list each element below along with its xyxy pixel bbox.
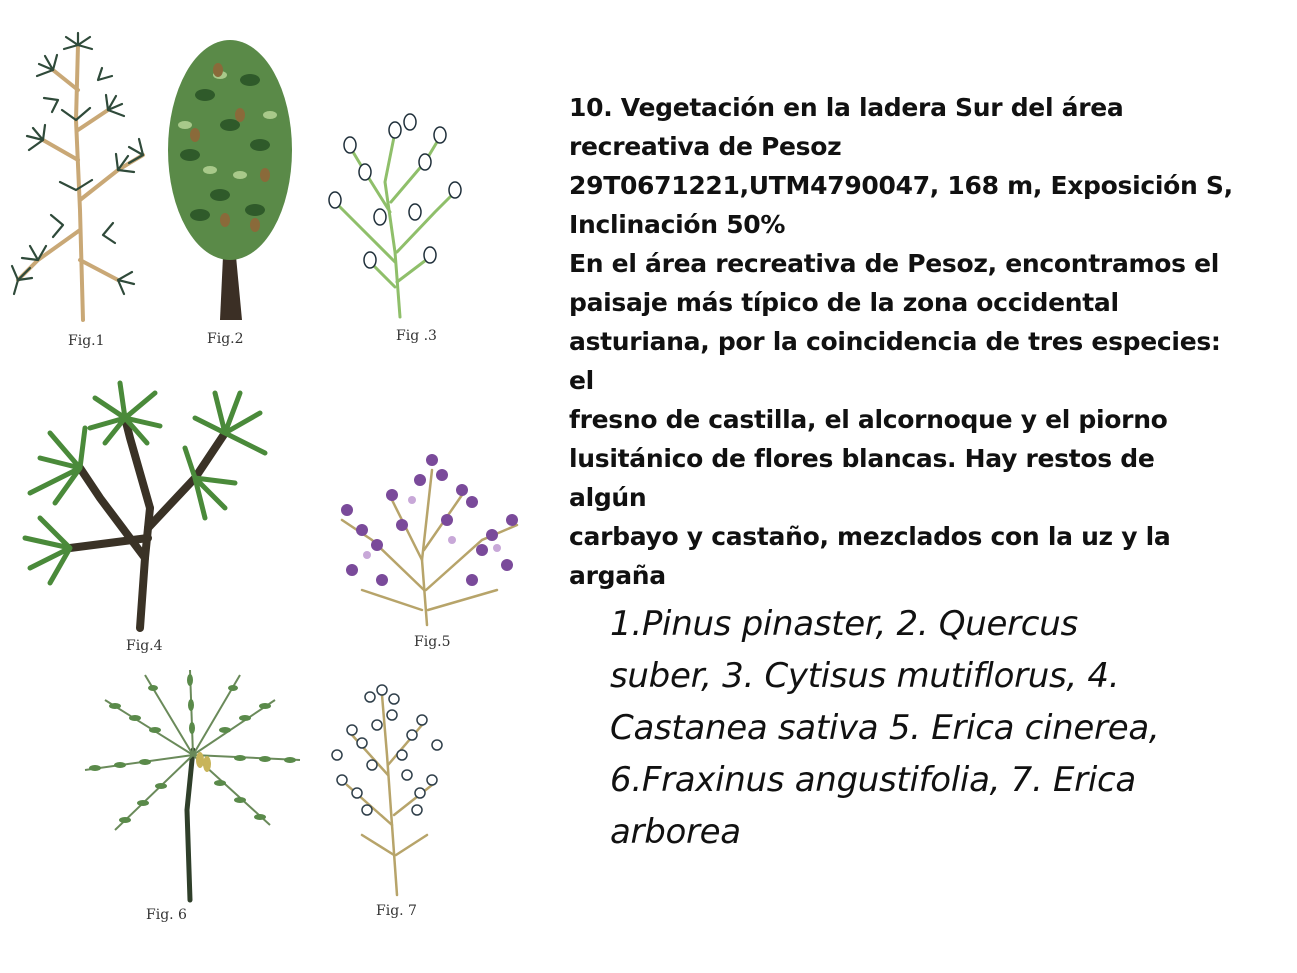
ash-tree-icon <box>75 660 310 905</box>
figure-2-quercus-suber <box>160 35 300 325</box>
species-line: arborea <box>610 812 741 852</box>
coordinates-line: 29T0671221,UTM4790047, 168 m, Exposición S, <box>569 171 1233 200</box>
species-line: 1.Pinus pinaster, 2. Quercus <box>610 604 1078 644</box>
figure-6-caption: Fig. 6 <box>146 907 187 923</box>
figure-4-caption: Fig.4 <box>126 638 163 654</box>
description-line: fresno de castilla, el alcornoque y el piorno <box>569 405 1168 434</box>
figure-1-caption: Fig.1 <box>68 333 105 349</box>
species-list <box>610 598 1250 858</box>
figure-1-pinus-pinaster <box>8 30 153 325</box>
tree-heath-icon <box>322 675 452 900</box>
description-line: argaña <box>569 561 666 590</box>
figure-2-caption: Fig.2 <box>207 331 244 347</box>
description-line: paisaje más típico de la zona occidental <box>569 288 1119 317</box>
figure-6-fraxinus-angustifolia <box>75 660 310 905</box>
chestnut-tree-icon <box>10 378 275 633</box>
cork-oak-icon <box>160 35 300 325</box>
description-line: lusitánico de flores blancas. Hay restos de algún <box>569 444 1155 512</box>
description-line: carbayo y castaño, mezclados con la uz y la <box>569 522 1171 551</box>
species-line: Castanea sativa 5. Erica cinerea, <box>610 708 1160 748</box>
figure-4-castanea-sativa <box>10 378 275 633</box>
figure-7-caption: Fig. 7 <box>376 903 417 919</box>
species-line: suber, 3. Cytisus mutiflorus, 4. <box>610 656 1120 696</box>
figure-7-erica-arborea <box>322 675 452 900</box>
figure-5-erica-cinerea <box>322 440 537 630</box>
heather-icon <box>322 440 537 630</box>
description-line: En el área recreativa de Pesoz, encontramos el <box>569 249 1220 278</box>
species-line: 6.Fraxinus angustifolia, 7. Erica <box>610 760 1136 800</box>
title-line: 10. Vegetación en la ladera Sur del área <box>569 93 1124 122</box>
description-block <box>569 88 1239 595</box>
broom-shrub-icon <box>315 112 470 322</box>
title-line: recreativa de Pesoz <box>569 132 842 161</box>
figure-3-caption: Fig .3 <box>396 328 437 344</box>
figure-3-cytisus <box>315 112 470 322</box>
pine-tree-icon <box>8 30 153 325</box>
inclination-line: Inclinación 50% <box>569 210 786 239</box>
description-line: asturiana, por la coincidencia de tres especies: el <box>569 327 1221 395</box>
figure-5-caption: Fig.5 <box>414 634 451 650</box>
